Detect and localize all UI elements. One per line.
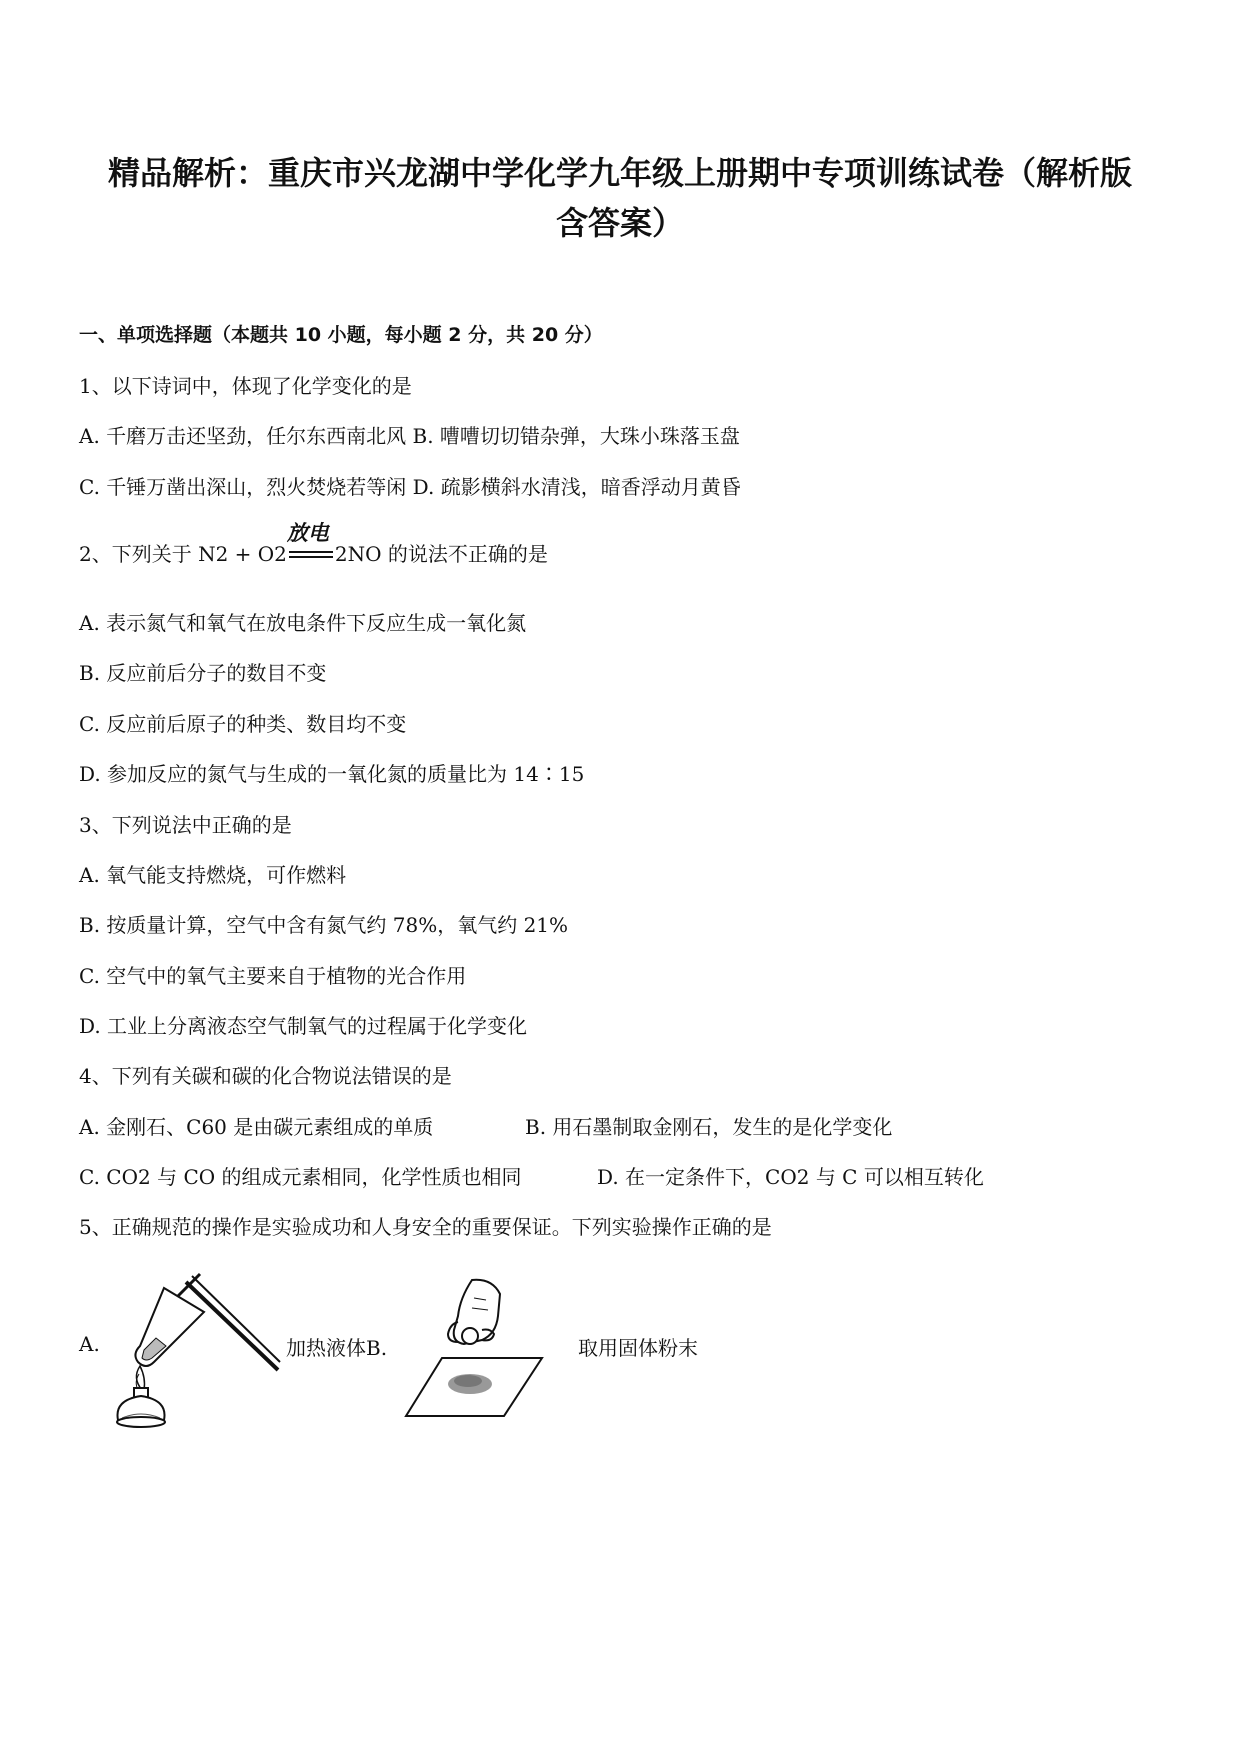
q2-option-d: D. 参加反应的氮气与生成的一氧化氮的质量比为 14∶15 (79, 762, 585, 786)
q4-option-a: A. 金刚石、C60 是由碳元素组成的单质 (79, 1115, 434, 1139)
q1-options-ab: A. 千磨万击还坚劲，任尔东西南北风 B. 嘈嘈切切错杂弹，大珠小珠落玉盘 (79, 424, 740, 448)
solid-powder-figure (402, 1278, 552, 1420)
q5-option-b-text: 取用固体粉末 (578, 1336, 698, 1360)
q4-option-b: B. 用石墨制取金刚石，发生的是化学变化 (525, 1115, 893, 1139)
q2-option-c: C. 反应前后原子的种类、数目均不变 (79, 712, 407, 736)
heating-liquid-figure (108, 1270, 283, 1440)
q3-option-a: A. 氧气能支持燃烧，可作燃料 (79, 863, 347, 887)
reaction-condition: 放电 (286, 519, 329, 545)
q2-stem (79, 519, 548, 567)
q4-stem: 4、下列有关碳和碳的化合物说法错误的是 (79, 1064, 452, 1088)
q3-stem: 3、下列说法中正确的是 (79, 813, 292, 837)
q5-option-a-letter: A. (79, 1332, 100, 1356)
q1-options-cd: C. 千锤万凿出深山，烈火焚烧若等闲 D. 疏影横斜水清浅，暗香浮动月黄昏 (79, 475, 741, 499)
q3-option-b: B. 按质量计算，空气中含有氮气约 78%，氧气约 21% (79, 913, 569, 937)
q2-stem-before: 2、下列关于 N2 + O2 (79, 542, 287, 566)
q2-stem-after: 2NO 的说法不正确的是 (334, 542, 548, 566)
title-line-2: 含答案） (555, 204, 684, 242)
document-title (70, 148, 1170, 248)
q2-option-b: B. 反应前后分子的数目不变 (79, 661, 327, 685)
section-heading: 一、单项选择题（本题共 10 小题，每小题 2 分，共 20 分） (79, 324, 603, 346)
q3-option-d: D. 工业上分离液态空气制氧气的过程属于化学变化 (79, 1014, 528, 1038)
equation-arrow (286, 519, 333, 563)
q4-option-c: C. CO2 与 CO 的组成元素相同，化学性质也相同 (79, 1165, 522, 1189)
q5-option-a-text: 加热液体B. (286, 1336, 388, 1360)
q4-option-d: D. 在一定条件下，CO2 与 C 可以相互转化 (597, 1165, 984, 1189)
q3-option-c: C. 空气中的氧气主要来自于植物的光合作用 (79, 964, 467, 988)
q1-stem: 1、以下诗词中，体现了化学变化的是 (79, 374, 412, 398)
q2-option-a: A. 表示氮气和氧气在放电条件下反应生成一氧化氮 (79, 611, 527, 635)
title-line-1: 精品解析：重庆市兴龙湖中学化学九年级上册期中专项训练试卷（解析版 (107, 154, 1132, 192)
q5-stem: 5、正确规范的操作是实验成功和人身安全的重要保证。下列实验操作正确的是 (79, 1215, 772, 1239)
